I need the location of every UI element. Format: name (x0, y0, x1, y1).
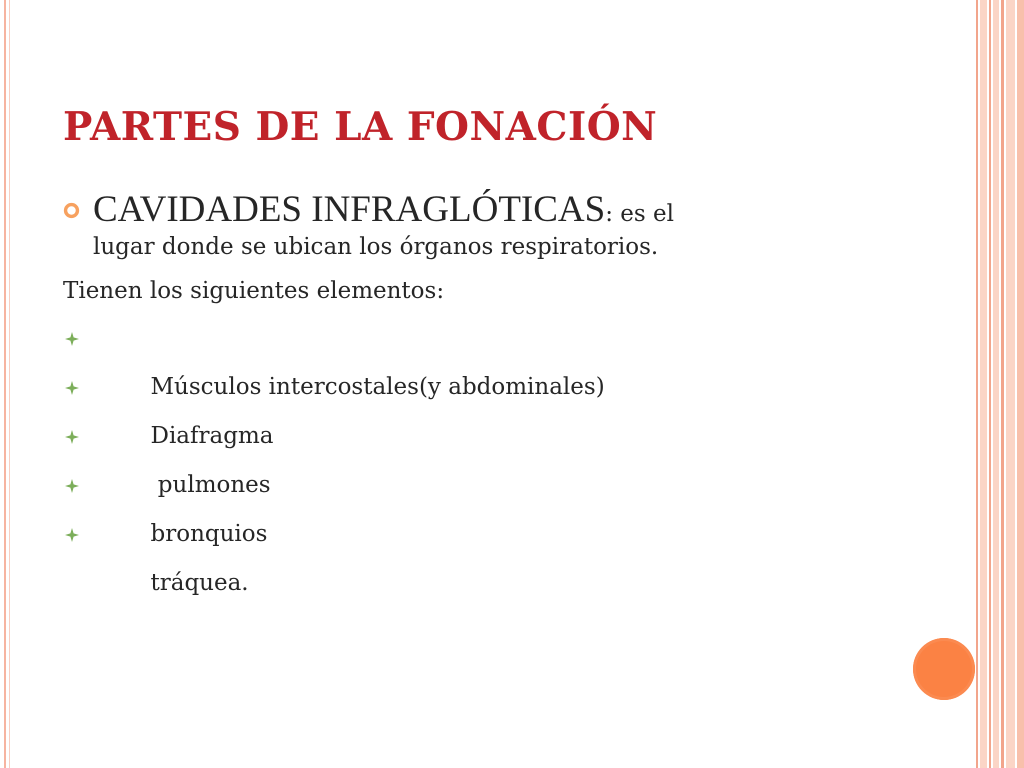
list-item (63, 461, 923, 547)
right-stripe (1001, 0, 1004, 768)
diamond-bullet-icon (65, 479, 79, 493)
main-bullet-desc: : es el (605, 201, 674, 227)
intro-text: Tienen los siguientes elementos: (63, 278, 445, 304)
diamond-bullet-icon (65, 430, 79, 444)
right-stripe (976, 0, 978, 768)
elements-list (63, 314, 923, 596)
left-border-line-inner (9, 0, 10, 768)
diamond-bullet-icon (65, 528, 79, 542)
list-item (63, 510, 923, 596)
slide-title: PARTES DE LA FONACIÓN (63, 104, 658, 150)
diamond-bullet-icon (65, 381, 79, 395)
diamond-bullet-icon (65, 332, 79, 346)
list-item (63, 363, 923, 449)
right-stripe (1017, 0, 1024, 768)
main-bullet-term: CAVIDADES INFRAGLÓTICAS (93, 189, 606, 230)
list-item (63, 412, 923, 498)
list-item-label: bronquios (150, 521, 268, 547)
ring-bullet-icon (63, 202, 80, 219)
slide-content (63, 188, 923, 596)
list-item (63, 314, 923, 400)
right-stripe (980, 0, 987, 768)
main-bullet-desc-line2: lugar donde se ubican los órganos respiratorios. (93, 234, 659, 260)
list-item-label: Diafragma (150, 423, 274, 449)
left-border-line (4, 0, 6, 768)
main-bullet (63, 188, 923, 262)
right-stripe (1006, 0, 1015, 768)
list-item-label: tráquea. (150, 570, 249, 596)
orange-circle-decoration (913, 638, 975, 700)
right-stripe (989, 0, 991, 768)
list-item-label: Músculos intercostales(y abdominales) (150, 374, 605, 400)
right-stripe (993, 0, 999, 768)
list-item-label: pulmones (150, 472, 271, 498)
